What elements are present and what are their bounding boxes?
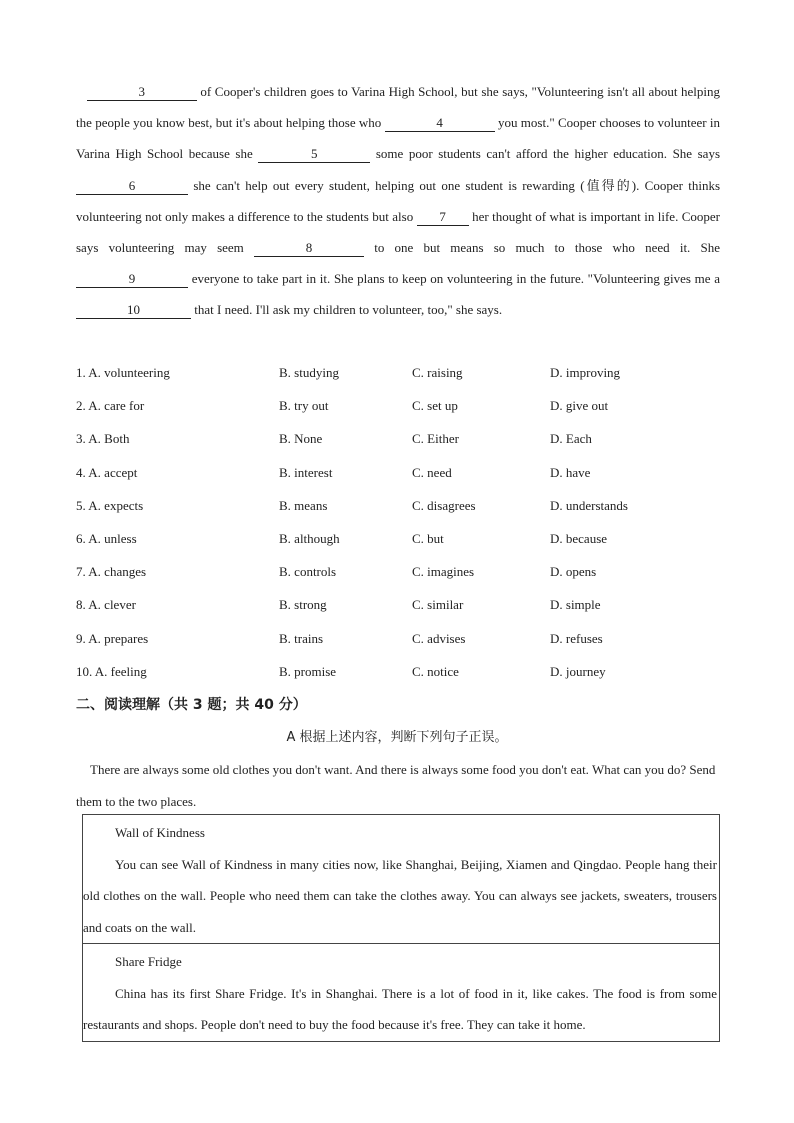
reading-intro — [76, 754, 716, 817]
option-b[interactable]: B. means — [279, 497, 328, 513]
option-row-9 — [76, 628, 720, 661]
box-body: China has its first Share Fridge. It's in Shanghai. There is a lot of food in it, like cakes. The food is from some restaurants and shops. People don't need to buy the food because it's free. They can take it home. — [83, 985, 717, 1032]
option-a[interactable]: 3. A. Both — [76, 431, 130, 447]
option-c[interactable]: C. similar — [412, 597, 464, 613]
option-row-8 — [76, 594, 720, 627]
passage-sentence: to one but means so much to those who need it. She — [374, 240, 721, 256]
option-d[interactable]: D. have — [550, 464, 591, 480]
option-row-1 — [76, 362, 720, 395]
option-d[interactable]: D. because — [550, 530, 608, 546]
option-c[interactable]: C. set up — [412, 398, 458, 414]
passage-sentence: that I need. I'll ask my children to volunteer, too," she says. — [194, 302, 503, 318]
option-row-4 — [76, 462, 720, 495]
option-b[interactable]: B. interest — [279, 464, 333, 480]
option-row-6 — [76, 528, 720, 561]
option-a[interactable]: 7. A. changes — [76, 564, 147, 580]
option-d[interactable]: D. give out — [550, 398, 609, 414]
option-row-5 — [76, 495, 720, 528]
option-d[interactable]: D. understands — [550, 497, 628, 513]
blank-9[interactable]: 9 — [76, 271, 188, 288]
blank-7[interactable]: 7 — [417, 209, 469, 226]
option-a[interactable]: 4. A. accept — [76, 464, 138, 480]
cloze-passage — [76, 76, 720, 326]
blank-4[interactable]: 4 — [385, 115, 495, 132]
passage-sentence: you most." Cooper chooses to volunteer in Varina High School because she — [76, 115, 721, 162]
option-row-3 — [76, 428, 720, 461]
option-a[interactable]: 10. A. feeling — [76, 663, 147, 679]
option-b[interactable]: B. controls — [279, 564, 337, 580]
answer-options — [76, 362, 720, 694]
box-title: Share Fridge — [115, 954, 182, 969]
passage-sentence: her thought of what is important in life. Cooper says volunteering may seem — [76, 208, 721, 256]
reading-boxes-table — [82, 814, 720, 1042]
passage-text — [76, 76, 720, 326]
option-row-2 — [76, 395, 720, 428]
blank-8[interactable]: 8 — [254, 240, 364, 257]
passage-sentence: everyone to take part in it. She plans to keep on volunteering in the future. "Volunteering gives me a — [191, 271, 720, 287]
option-c[interactable]: C. imagines — [412, 564, 475, 580]
option-b[interactable]: B. promise — [279, 663, 337, 679]
option-c[interactable]: C. but — [412, 530, 444, 546]
section-instruction: A 根据上述内容，判断下列句子正误。 — [286, 730, 508, 745]
option-b[interactable]: B. although — [279, 530, 340, 546]
option-b[interactable]: B. strong — [279, 597, 327, 613]
option-row-7 — [76, 561, 720, 594]
box-title: Wall of Kindness — [115, 825, 205, 840]
option-a[interactable]: 2. A. care for — [76, 398, 145, 414]
option-c[interactable]: C. notice — [412, 663, 459, 679]
blank-6[interactable]: 6 — [76, 178, 188, 195]
option-d[interactable]: D. simple — [550, 597, 601, 613]
section-heading: 二、阅读理解（共 3 题；共 40 分） — [76, 697, 307, 713]
blank-10[interactable]: 10 — [76, 302, 191, 319]
passage-sentence: she can't help out every student, helping out one student is rewarding (值得的). Cooper thinks volunteering not only makes a difference to the students but also — [76, 177, 721, 224]
option-c[interactable]: C. disagrees — [412, 497, 476, 513]
box-wall-of-kindness — [83, 815, 720, 944]
option-c[interactable]: C. raising — [412, 365, 463, 380]
box-share-fridge — [83, 944, 720, 1042]
blank-5[interactable]: 5 — [258, 146, 370, 163]
option-b[interactable]: B. studying — [279, 365, 339, 380]
option-d[interactable]: D. Each — [550, 431, 592, 447]
option-d[interactable]: D. opens — [550, 564, 597, 580]
option-b[interactable]: B. try out — [279, 398, 329, 414]
option-a[interactable]: 5. A. expects — [76, 497, 144, 513]
option-a[interactable]: 8. A. clever — [76, 597, 136, 613]
option-a[interactable]: 6. A. unless — [76, 530, 137, 546]
blank-3[interactable]: 3 — [87, 84, 197, 101]
box-body: You can see Wall of Kindness in many cities now, like Shanghai, Beijing, Xiamen and Qingdao. People hang their old clothes on the wall. People who need them can take the clothes away. You can always see jackets, sweaters, trousers and coats on the wall. — [83, 856, 717, 935]
option-d[interactable]: D. journey — [550, 663, 606, 679]
intro-text: There are always some old clothes you don't want. And there is always some food you don't eat. What can you do? Send them to the two places. — [76, 762, 716, 809]
option-c[interactable]: C. need — [412, 464, 452, 480]
option-c[interactable]: C. Either — [412, 431, 459, 447]
option-row-10 — [76, 661, 720, 694]
option-d[interactable]: D. improving — [550, 365, 621, 380]
option-c[interactable]: C. advises — [412, 630, 466, 646]
option-d[interactable]: D. refuses — [550, 630, 603, 646]
option-b[interactable]: B. trains — [279, 630, 324, 646]
passage-sentence: some poor students can't afford the higher education. She says — [375, 146, 721, 162]
option-a[interactable]: 9. A. prepares — [76, 630, 149, 646]
option-a[interactable]: 1. A. volunteering — [76, 365, 170, 380]
option-b[interactable]: B. None — [279, 431, 323, 447]
passage-sentence: of Cooper's children goes to Varina High School, but she says, "Volunteering isn't all about helping the people you know best, but it's about helping those who — [76, 84, 721, 131]
